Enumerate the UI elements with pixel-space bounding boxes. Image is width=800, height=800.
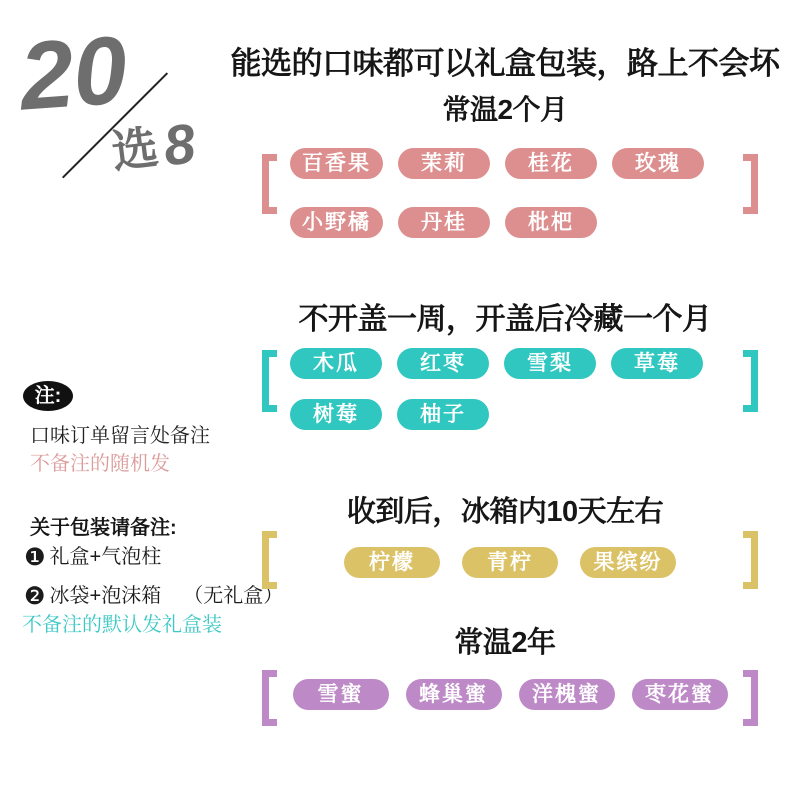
flavor-pill: 柠檬 bbox=[344, 547, 440, 578]
bracket-right-icon bbox=[743, 154, 758, 214]
teal-flavor-group bbox=[262, 344, 758, 444]
pink-flavor-row-1 bbox=[290, 148, 758, 179]
logo-total-number: 20 bbox=[16, 16, 131, 131]
flavor-pill: 雪蜜 bbox=[293, 679, 389, 710]
flavor-pill: 玫瑰 bbox=[612, 148, 704, 179]
bracket-left-icon bbox=[262, 531, 277, 589]
headline-refrigerate: 不开盖一周，开盖后冷藏一个月 bbox=[298, 303, 712, 336]
note-badge: 注: bbox=[23, 381, 73, 411]
packaging-default-note: 不备注的默认发礼盒装 bbox=[22, 614, 222, 636]
flavor-pill: 桂花 bbox=[505, 148, 597, 179]
teal-flavor-row-1 bbox=[290, 348, 758, 379]
packaging-option-2-label: 冰袋+泡沫箱 bbox=[49, 585, 162, 607]
flavor-pill: 百香果 bbox=[290, 148, 383, 179]
bracket-left-icon bbox=[262, 154, 277, 214]
circled-2-icon: ❷ bbox=[24, 583, 46, 610]
circled-1-icon: ❶ bbox=[24, 544, 46, 571]
purple-flavor-group bbox=[262, 668, 758, 730]
flavor-pill: 红枣 bbox=[397, 348, 489, 379]
flavor-pill: 蜂巢蜜 bbox=[406, 679, 502, 710]
flavor-pill: 草莓 bbox=[611, 348, 703, 379]
pink-flavor-row-2 bbox=[290, 207, 758, 238]
flavor-pill: 丹桂 bbox=[398, 207, 490, 238]
headline-room-temp-2-years: 常温2年 bbox=[454, 627, 556, 659]
packaging-option-1-label: 礼盒+气泡柱 bbox=[49, 546, 162, 568]
flavor-pill: 青柠 bbox=[462, 547, 558, 578]
teal-flavor-row-2 bbox=[290, 399, 758, 430]
pink-flavor-group bbox=[262, 146, 758, 246]
flavor-pill: 枣花蜜 bbox=[632, 679, 728, 710]
pick-word: 选 bbox=[109, 120, 162, 178]
flavor-pill: 柚子 bbox=[397, 399, 489, 430]
flavor-pill: 木瓜 bbox=[290, 348, 382, 379]
bracket-right-icon bbox=[743, 531, 758, 589]
headline-gift-box: 能选的口味都可以礼盒包装，路上不会坏 bbox=[230, 46, 780, 81]
flavor-pill: 茉莉 bbox=[398, 148, 490, 179]
packaging-option-2 bbox=[24, 579, 283, 611]
packaging-option-2-suffix: （无礼盒） bbox=[183, 585, 284, 607]
bracket-left-icon bbox=[262, 350, 277, 412]
bracket-right-icon bbox=[743, 350, 758, 412]
flavor-note-text: 口味订单留言处备注 bbox=[30, 425, 210, 447]
flavor-pill: 枇杷 bbox=[505, 207, 597, 238]
bracket-left-icon bbox=[262, 670, 277, 726]
logo-pick-label bbox=[109, 111, 199, 181]
packaging-note-title: 关于包装请备注: bbox=[30, 517, 177, 539]
headline-fridge-10-days: 收到后，冰箱内10天左右 bbox=[346, 496, 664, 528]
flavor-pill: 洋槐蜜 bbox=[519, 679, 615, 710]
flavor-note-warning: 不备注的随机发 bbox=[30, 453, 170, 475]
flavor-pill: 树莓 bbox=[290, 399, 382, 430]
yellow-flavor-row bbox=[262, 547, 758, 578]
purple-flavor-row bbox=[262, 679, 758, 710]
flavor-pill: 果缤纷 bbox=[580, 547, 676, 578]
flavor-pill: 雪梨 bbox=[504, 348, 596, 379]
yellow-flavor-group bbox=[262, 530, 758, 592]
subheadline-room-temp-2-months: 常温2个月 bbox=[442, 94, 568, 125]
pick-count: 8 bbox=[160, 111, 199, 178]
logo-20-choose-8 bbox=[0, 0, 220, 200]
flavor-pill: 小野橘 bbox=[290, 207, 383, 238]
packaging-option-1 bbox=[24, 540, 161, 572]
bracket-right-icon bbox=[743, 670, 758, 726]
